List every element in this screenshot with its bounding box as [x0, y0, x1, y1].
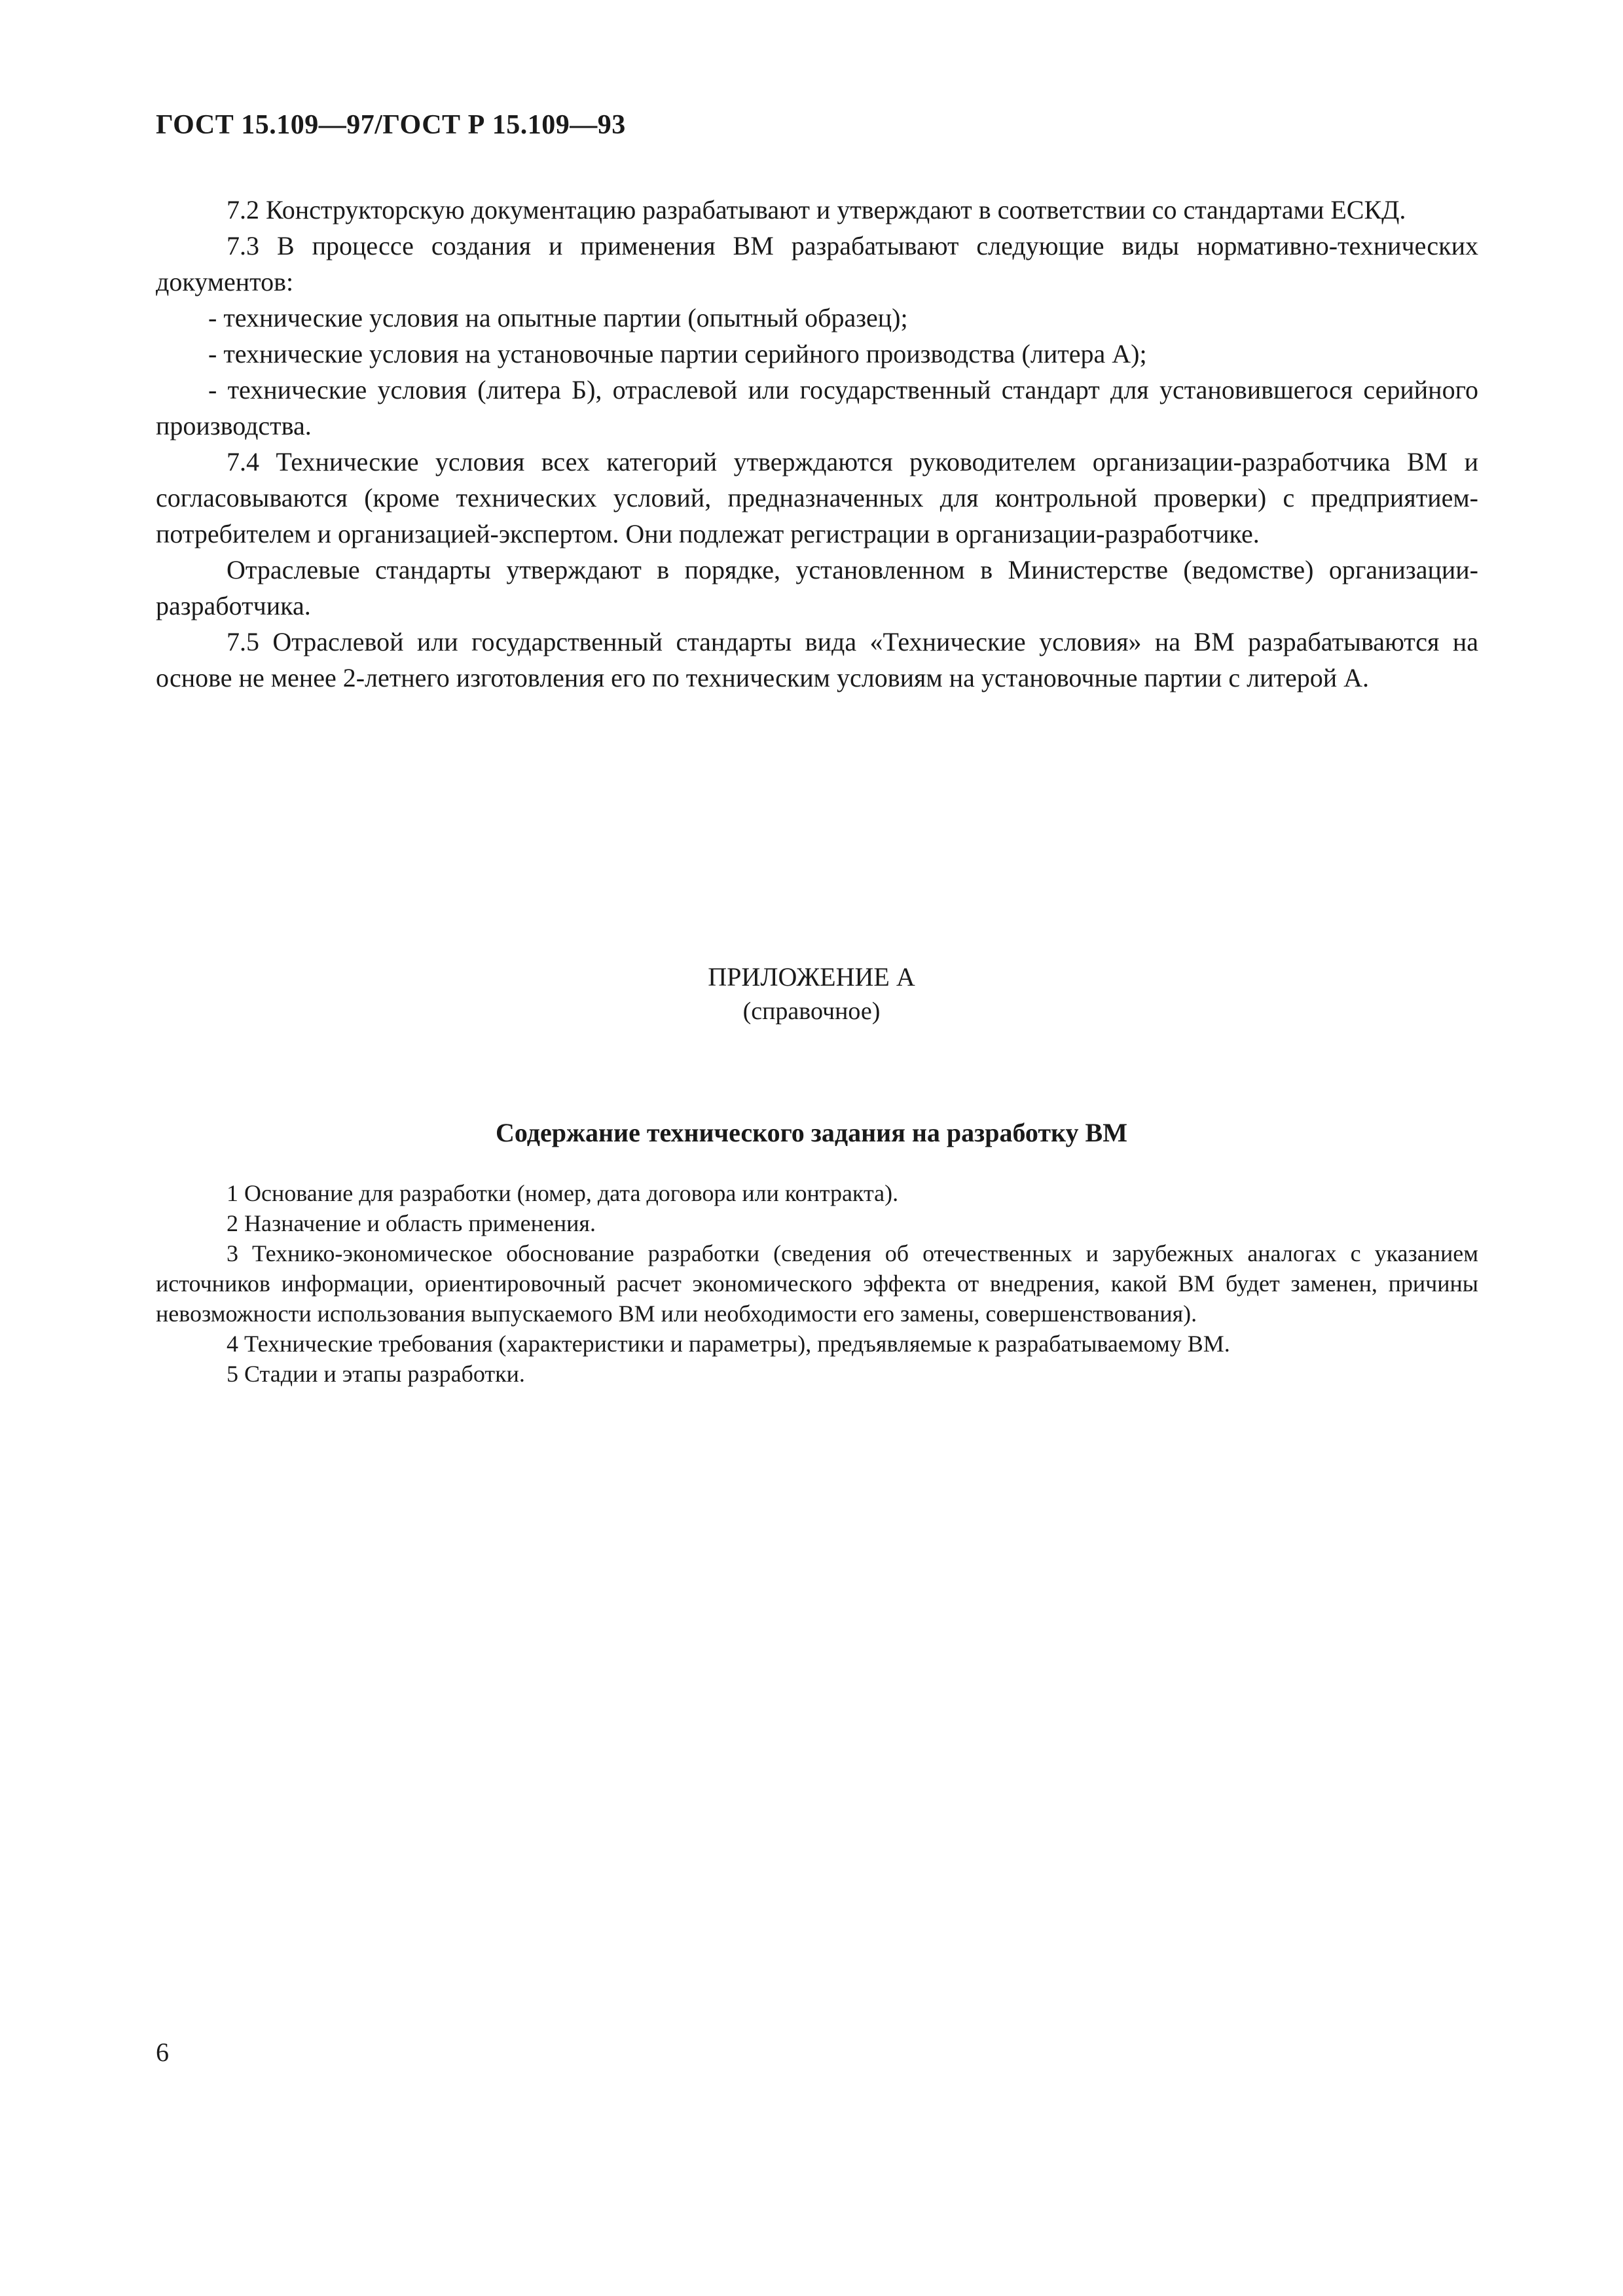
appendix-item-4: 4 Технические требования (характеристики и параметры), предъявляемые к разрабатываемому ВМ. — [227, 1331, 1230, 1357]
appendix-item-1: 1 Основание для разработки (номер, дата договора или контракта). — [227, 1180, 899, 1206]
paragraph-7-4: 7.4 Технические условия всех категорий утверждаются руководителем организации-разработчика ВМ и согласовываются (кроме технических условий, предназначенных для контрольной проверки) с предприятием-потребителем и организацией-экспертом. Они подлежат регистрации в организации-разработчике. — [156, 447, 1478, 548]
appendix-contents — [156, 1178, 1478, 1389]
paragraph-industry-standards: Отраслевые стандарты утверждают в порядке, установленном в Министерстве (ведомстве) организации-разработчика. — [156, 555, 1478, 620]
appendix-heading: Содержание технического задания на разработку ВМ — [496, 1118, 1127, 1147]
list-item-pilot-tu: - технические условия на установочные партии серийного производства (литера А); — [208, 339, 1147, 368]
page-number: 6 — [156, 2037, 169, 2067]
paragraph-7-3: 7.3 В процессе создания и применения ВМ разрабатывают следующие виды нормативно-технических документов: — [156, 231, 1478, 296]
appendix-title: ПРИЛОЖЕНИЕ А — [708, 962, 915, 992]
list-item-serial-tu: - технические условия (литера Б), отраслевой или государственный стандарт для установившегося серийного производства. — [156, 375, 1478, 440]
paragraph-7-2: 7.2 Конструкторскую документацию разрабатывают и утверждают в соответствии со стандартами ЕСКД. — [227, 195, 1406, 224]
list-item-prototype-tu: - технические условия на опытные партии (опытный образец); — [208, 303, 908, 332]
paragraph-7-5: 7.5 Отраслевой или государственный стандарты вида «Технические условия» на ВМ разрабатываются на основе не менее 2-летнего изготовления его по техническим условиям на установочные партии с литерой А. — [156, 627, 1478, 692]
appendix-item-5: 5 Стадии и этапы разработки. — [227, 1361, 525, 1387]
appendix-subtitle: (справочное) — [742, 997, 881, 1025]
document-header: ГОСТ 15.109—97/ГОСТ Р 15.109—93 — [156, 110, 626, 140]
section-7-text — [156, 192, 1478, 696]
appendix-item-3: 3 Технико-экономическое обоснование разработки (сведения об отечественных и зарубежных аналогах с указанием источников информации, ориентировочный расчет экономического эффекта от внедрения, какой ВМ будет заменен, причины невозможности использования выпускаемого ВМ или необходимости его замены, совершенствования). — [156, 1240, 1478, 1327]
appendix-item-2: 2 Назначение и область применения. — [227, 1210, 596, 1236]
